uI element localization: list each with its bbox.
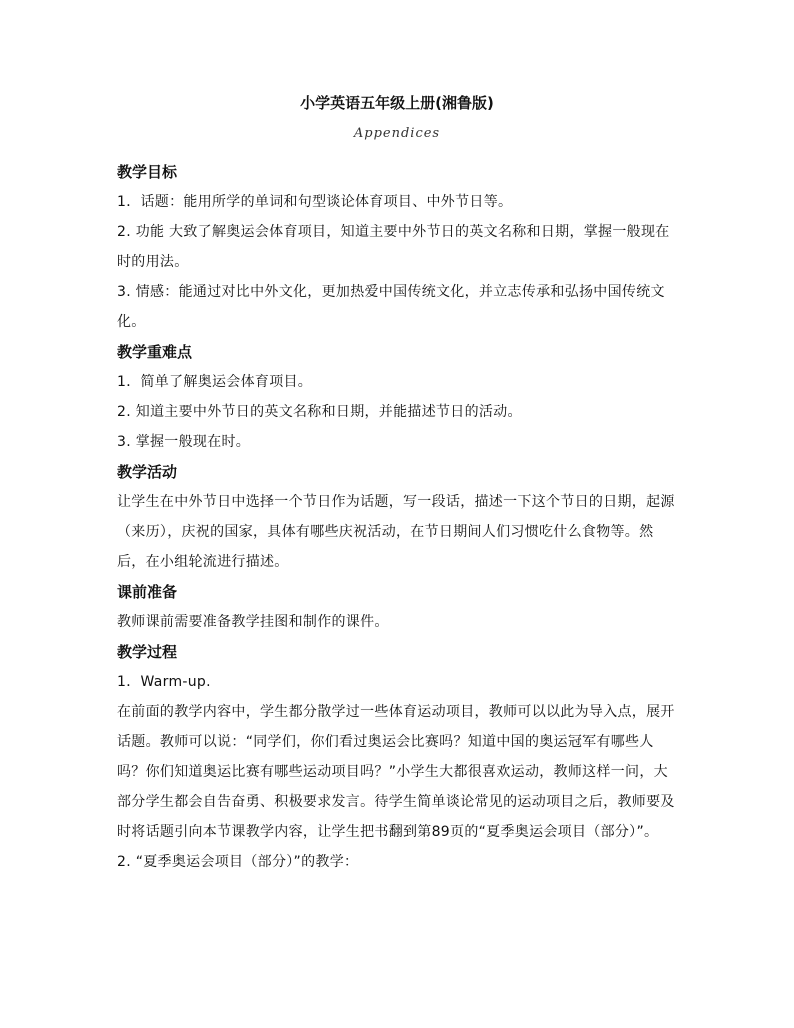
keypoint-item: 3. 掌握一般现在时。 <box>117 434 251 450</box>
goal-item: 3. 情感：能通过对比中外文化，更加热爱中国传统文化，并立志传承和弘扬中国传统文化。 <box>117 284 665 330</box>
section-heading-process: 教学过程 <box>117 643 178 661</box>
document-title: 小学英语五年级上册(湘鲁版) <box>300 94 494 112</box>
section-heading-keypoints: 教学重难点 <box>117 343 193 361</box>
process-step-2: 2. “夏季奥运会项目（部分）”的教学： <box>117 854 359 870</box>
keypoint-item: 1．简单了解奥运会体育项目。 <box>117 374 313 390</box>
process-paragraph: 在前面的教学内容中，学生都分散学过一些体育运动项目，教师可以以此为导入点，展开话题。教师可以说：“同学们，你们看过奥运会比赛吗？知道中国的奥运冠军有哪些人吗？你们知道奥运比赛有哪些运动项目吗？”小学生大都很喜欢运动，教师这样一问，大部分学生都会自告奋勇、积极要求发言。待学生简单谈论常见的运动项目之后，教师要及时将话题引向本节课教学内容，让学生把书翻到第89页的“夏季奥运会项目（部分）”。 <box>117 704 675 840</box>
goal-item: 2. 功能 大致了解奥运会体育项目，知道主要中外节日的英文名称和日期，掌握一般现在时的用法。 <box>117 224 670 270</box>
keypoint-item: 2. 知道主要中外节日的英文名称和日期，并能描述节日的活动。 <box>117 404 522 420</box>
goal-item: 1．话题：能用所学的单词和句型谈论体育项目、中外节日等。 <box>117 194 513 210</box>
section-heading-goals: 教学目标 <box>117 163 178 181</box>
document-body <box>117 157 677 877</box>
activity-paragraph: 让学生在中外节日中选择一个节日作为话题，写一段话，描述一下这个节日的日期，起源（来历），庆祝的国家，具体有哪些庆祝活动，在节日期间人们习惯吃什么食物等。然后，在小组轮流进行描述。 <box>117 494 675 570</box>
section-heading-preparation: 课前准备 <box>117 583 178 601</box>
document-subtitle: Appendices <box>353 126 441 141</box>
process-step-1: 1．Warm-up. <box>117 674 211 690</box>
section-heading-activity: 教学活动 <box>117 463 178 481</box>
preparation-paragraph: 教师课前需要准备教学挂图和制作的课件。 <box>117 614 389 630</box>
